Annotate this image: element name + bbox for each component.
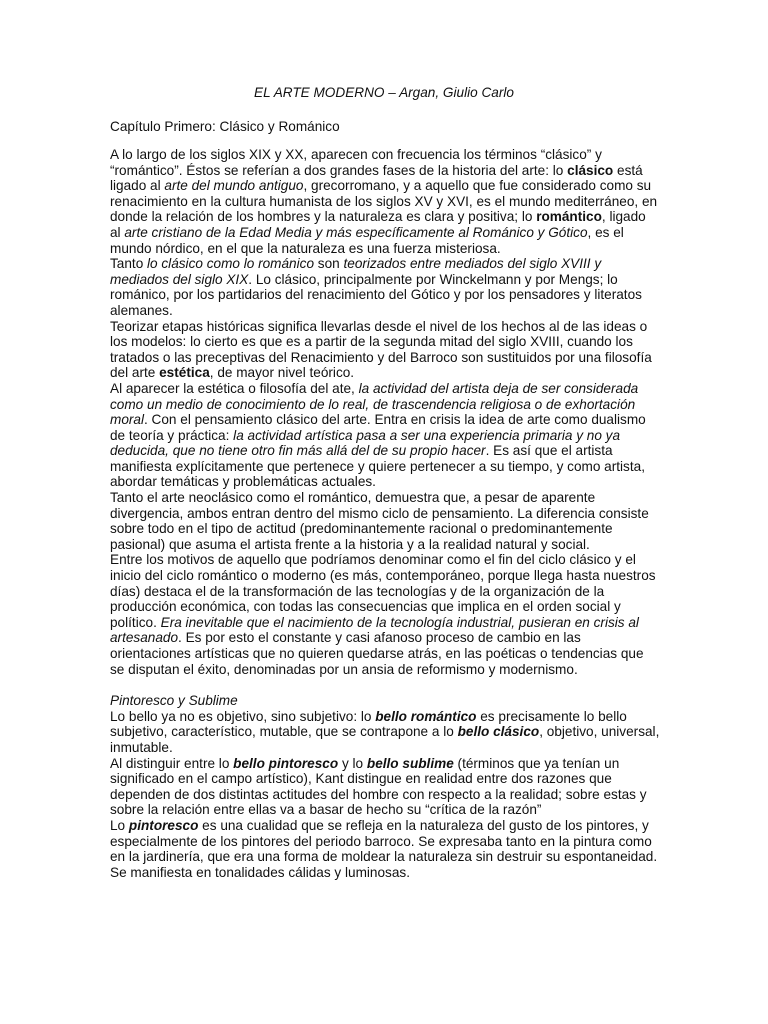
paragraph-theorized: Tanto lo clásico como lo románico son teorizados entre mediados del siglo XVIII y mediados del siglo XIX. Lo clásico, principalmente por Winckelmann y por Mengs; lo románico, por los partidarios del renacimiento del Gótico y por los pensadores y literatos alemanes. bbox=[110, 256, 642, 318]
document-title: EL ARTE MODERNO – Argan, Giulio Carlo bbox=[254, 85, 514, 100]
paragraph-technology: Entre los motivos de aquello que podríamos denominar como el fin del ciclo clásico y el inicio del ciclo romántico o moderno (es más, contemporáneo, porque llega hasta nuestros días) destaca el de la transformación de las tecnologías y de la organización de la producción económica, con todas las consecuencias que implica en el orden social y político. Era inevitable que el nacimiento de la tecnología industrial, pusieran en crisis al artesanado. Es por esto el constante y casi afanoso proceso de cambio en las orientaciones artísticas que no quieren quedarse atrás, en las poéticas o tendencias que se disputan el éxito, denominadas por un ansia de reformismo y modernismo. bbox=[110, 552, 656, 677]
term-bello-sublime: bello sublime bbox=[366, 755, 454, 771]
paragraph-neoclassic: Tanto el arte neoclásico como el romántico, demuestra que, a pesar de aparente divergencia, ambos entran dentro del mismo ciclo de pensamiento. La diferencia consiste sobre todo en el tipo de actitud (predominantemente racional o predominantemente pasional) que asuma el artista frente a la historia y a la realidad natural y social. bbox=[110, 490, 649, 552]
term-estetica: estética bbox=[159, 365, 210, 381]
document-body bbox=[110, 147, 660, 880]
term-romantico: romántico bbox=[536, 209, 602, 225]
term-bello-pintoresco: bello pintoresco bbox=[233, 755, 339, 771]
term-clasico: clásico bbox=[567, 162, 614, 178]
paragraph-historical-stages: Teorizar etapas históricas significa llevarlas desde el nivel de los hechos al de las ideas o los modelos: lo cierto es que es a partir de la segunda mitad del siglo XVIII, cuando los tratados o las preceptivas del Renacimiento y del Barroco son sustituidos por una filosofía del arte estética, de mayor nivel teórico. bbox=[110, 318, 652, 381]
term-bello-romantico: bello romántico bbox=[375, 708, 477, 724]
chapter-heading: Capítulo Primero: Clásico y Románico bbox=[110, 119, 340, 134]
paragraph-classic-romantic: A lo largo de los siglos XIX y XX, aparecen con frecuencia los términos “clásico” y “romántico”. Éstos se referían a dos grandes fases de la historia del arte: lo clásico está ligado al arte del mundo antiguo, grecorromano, y a aquello que fue considerado como su renacimiento en la cultura humanista de los siglos XV y XVI, es el mundo mediterráneo, en donde la relación de los hombres y la naturaleza es clara y positiva; lo romántico, ligado al arte cristiano de la Edad Media y más específicamente al Románico y Gótico, es el mundo nórdico, en el que la naturaleza es una fuerza misteriosa. bbox=[110, 147, 658, 256]
section-heading: Pintoresco y Sublime bbox=[110, 693, 238, 709]
paragraph-beauty: Lo bello ya no es objetivo, sino subjetivo: lo bello romántico es precisamente lo bello subjetivo, característico, mutable, que se contrapone a lo bello clásico, objetivo, universal, inmutable. bbox=[110, 708, 660, 755]
term-bello-clasico: bello clásico bbox=[457, 724, 540, 740]
paragraph-aesthetics: Al aparecer la estética o filosofía del ate, la actividad del artista deja de ser considerada como un medio de conocimiento de lo real, de trascendencia religiosa o de exhortación moral. Con el pensamiento clásico del arte. Entra en crisis la idea de arte como dualismo de teoría y práctica: la actividad artística pasa a ser una experiencia primaria y no ya deducida, que no tiene otro fin más allá del de su propio hacer. Es así que el artista manifiesta explícitamente que pertenece y quiere pertenecer a su tiempo, y como artista, abordar temáticas y problemáticas actuales. bbox=[110, 380, 646, 490]
paragraph-picturesque: Lo pintoresco es una cualidad que se refleja en la naturaleza del gusto de los pintores, y especialmente de los pintores del periodo barroco. Se expresaba tanto en la pintura como en la jardinería, que era una forma de moldear la naturaleza sin destruir su espontaneidad. Se manifiesta en tonalidades cálidas y luminosas. bbox=[110, 817, 658, 880]
paragraph-kant: Al distinguir entre lo bello pintoresco y lo bello sublime (términos que ya tenían un significado en el campo artístico), Kant distingue en realidad entre dos razones que dependen de dos distintas actitudes del hombre con respecto a la realidad; sobre estas y sobre la relación entre ellas va a basar de hecho su “crítica de la razón” bbox=[110, 755, 647, 818]
term-pintoresco: pintoresco bbox=[128, 817, 199, 833]
